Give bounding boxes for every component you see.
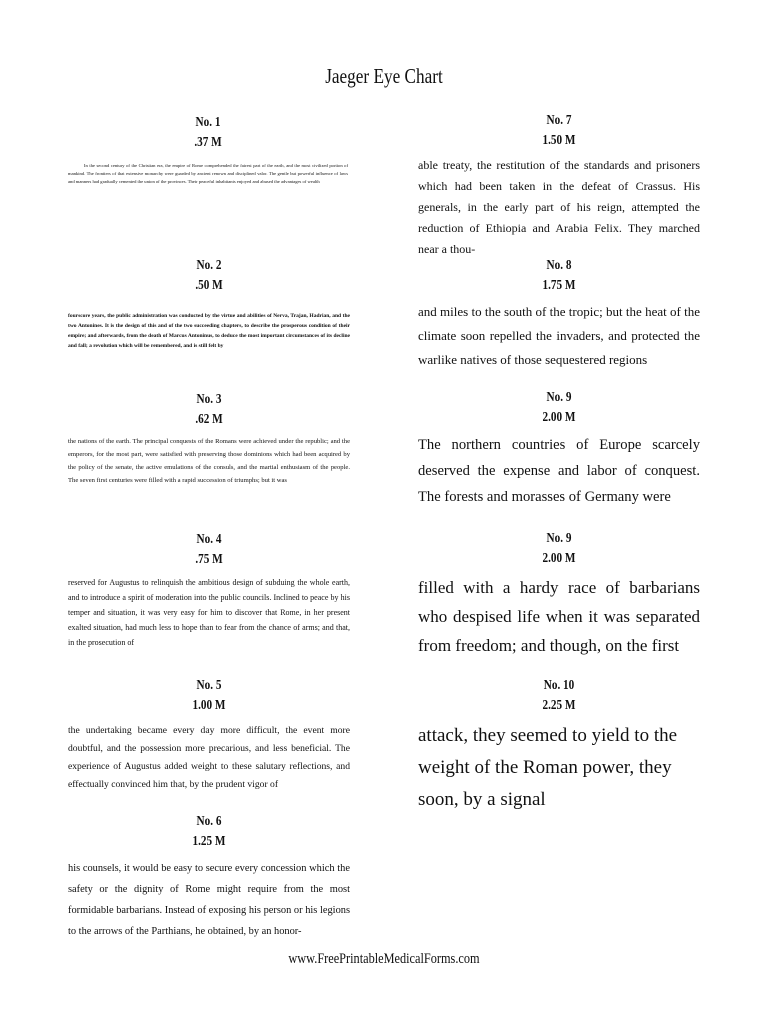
section-number: No. 1 xyxy=(195,115,221,130)
section-number: No. 5 xyxy=(196,678,222,693)
section-no-9a xyxy=(418,388,700,510)
section-number: No. 7 xyxy=(546,113,572,128)
section-no-6 xyxy=(68,812,350,942)
section-text: and miles to the south of the tropic; but the heat of the climate soon repelled the invaders, and protected the warlike natives of those sequestered regions xyxy=(418,304,700,367)
section-no-5 xyxy=(68,676,350,794)
section-number: No. 3 xyxy=(196,392,222,407)
section-size: 1.00 M xyxy=(192,698,226,713)
section-text: the nations of the earth. The principal conquests of the Romans were achieved under the republic; and the emperors, for the most part, were satisfied with preserving those dominions which had been acquired by the policy of the senate, the active emulations of the consuls, and the martial enthusiasm of the people. The seven first centuries were filled with a rapid succession of triumphs; but it was xyxy=(68,438,350,484)
section-no-1 xyxy=(68,113,348,202)
section-size: .50 M xyxy=(195,278,223,293)
section-size: .37 M xyxy=(194,135,222,150)
section-size: 1.25 M xyxy=(192,834,226,849)
section-number: No. 8 xyxy=(546,258,572,273)
section-text: filled with a hardy race of barbarians who despised life when it was separated from freedom; and though, on the first xyxy=(418,578,700,655)
section-text: reserved for Augustus to relinquish the ambitious design of subduing the whole earth, and to introduce a spirit of moderation into the public councils. Inclined to peace by his temper and situation, it was very easy for him to discover that Rome, in her present exalted situation, had much less to hope than to fear from the chance of arms; and that, in the prosecution of xyxy=(68,578,350,647)
section-number: No. 9 xyxy=(546,531,572,546)
section-size: 1.50 M xyxy=(542,133,576,148)
footer-url: www.FreePrintableMedicalForms.com xyxy=(288,951,480,967)
section-text: fourscore years, the public administration was conducted by the virtue and abilities of Nerva, Trajan, Hadrian, and the two Antonines. It is the design of this and of the two succeeding chapters, to describe the prosperous condition of their empire; and afterwards, from the death of Marcus Antoninus, to deduce the most important circumstances of its decline and fall; a revolution which will be remembered, and is still felt by xyxy=(68,313,350,349)
section-size: .75 M xyxy=(195,552,223,567)
section-size: .62 M xyxy=(195,412,223,427)
section-text: able treaty, the restitution of the standards and prisoners which had been taken in the defeat of Crassus. His generals, in the early part of his reign, attempted the reduction of Ethiopia and Arabia Felix. They marched near a thou- xyxy=(418,158,700,256)
section-no-7 xyxy=(418,111,700,256)
section-size: 2.25 M xyxy=(542,698,576,713)
section-no-9b xyxy=(418,529,700,660)
section-number: No. 9 xyxy=(546,390,572,405)
page-title: Jaeger Eye Chart xyxy=(325,64,443,88)
section-number: No. 2 xyxy=(196,258,222,273)
section-size: 2.00 M xyxy=(542,551,576,566)
section-text: In the second century of the Christian era, the empire of Rome comprehended the fairest part of the earth, and the most civilized portion of mankind. The frontiers of that extensive monarchy were guarded by ancient renown and disciplined valor. The gentle but powerful influence of laws and manners had gradually cemented the union of the provinces. Their peaceful inhabitants enjoyed and abused the advantages of wealth xyxy=(68,163,348,184)
section-size: 2.00 M xyxy=(542,410,576,425)
section-no-2 xyxy=(68,256,350,351)
section-no-3 xyxy=(68,390,350,489)
section-size: 1.75 M xyxy=(542,278,576,293)
section-no-4 xyxy=(68,530,350,651)
section-text: the undertaking became every day more difficult, the event more doubtful, and the possession more precarious, and less beneficial. The experience of Augustus added weight to these salutary reflections, and effectually convinced him that, by the prudent vigor of xyxy=(68,725,350,790)
section-no-8 xyxy=(418,256,700,372)
section-text: attack, they seemed to yield to the weight of the Roman power, they soon, by a signal xyxy=(418,725,678,810)
section-number: No. 6 xyxy=(196,814,222,829)
section-number: No. 10 xyxy=(543,678,575,693)
section-number: No. 4 xyxy=(196,532,222,547)
section-text: his counsels, it would be easy to secure every concession which the safety or the dignity of Rome might require from the most formidable barbarians. Instead of exposing his person or his legions to the arrows of the Parthians, he obtained, by an honor- xyxy=(68,863,350,937)
section-text: The northern countries of Europe scarcely deserved the expense and labor of conquest. The forests and morasses of Germany were xyxy=(418,437,700,505)
section-no-10 xyxy=(418,676,700,810)
